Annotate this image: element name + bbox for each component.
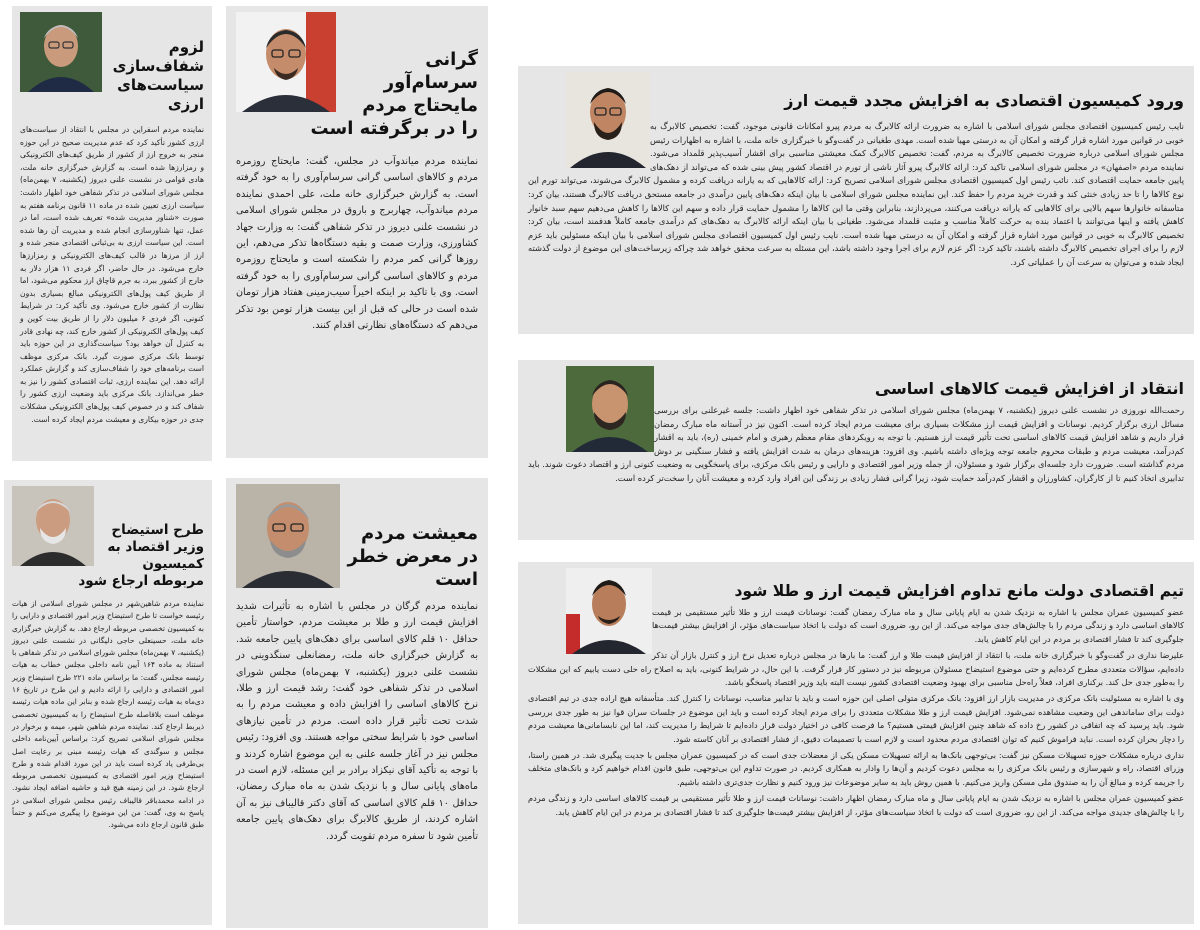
headline: لزوم شفاف‌سازی سیاست‌های ارزی [112, 38, 204, 113]
author-photo [236, 12, 336, 112]
headline: معیشت مردم در معرض خطر است [347, 523, 478, 590]
author-photo [12, 486, 94, 566]
article-paragraph: نماینده مردم میاندوآب در مجلس، گفت: مایحتاج روزمره مردم و کالاهای اساسی گرانی سرسام‌آوری را به خود گرفته است. به گزارش خبرگزاری خانه ملت، علی احمدی نماینده مردم میاندوآب، چهاربرج و باروق در مجلس شورای اسلامی در نشست علنی دیروز در تذکر شفاهی گفت: به وزارت جهاد کشاورزی، وزارت صمت و بقیه دستگاه‌ها تذکر می‌دهم، این روزها گرانی کمر مردم را شکسته است و مایحتاج روزمره مردم و کالاهای اساسی گرانی سرسام‌آوری را به خود گرفته است. وی با تاکید بر اینکه اخیراً سیب‌زمینی هفتاد هزار تومان شده است در حالی که قبل از این بیست هزار تومن بود تذکر می‌دهم که دستگاه‌های نظارتی اقدام کنند. [236, 156, 478, 332]
author-photo [566, 568, 652, 654]
article-paragraph: عضو کمیسیون عمران مجلس با اشاره به نزدیک شدن به ایام پایانی سال و ماه مبارک رمضان اظهار داشت: نوسانات قیمت ارز و طلا تأثیر مستقیمی بر قیمت کالاهای اساسی دارد و زندگی مردم را با چالش‌های جدیدی مواجه می‌کند. از این رو، ضروری است که دولت با اتخاذ سیاست‌های مؤثر، از افزایش بیشتر قیمت‌ها جلوگیری کند تا فشار اقتصادی بر مردم در این ایام کاهش یابد. [528, 793, 1184, 817]
article-paragraph: نماینده مردم شاهین‌شهر در مجلس شورای اسلامی از هیات رئیسه خواست تا طرح استیضاح وزیر امور اقتصادی و دارایی را به کمیسیون تخصصی مربوطه ارجاع دهد. به گزارش خبرگزاری خانه ملت، حسینعلی حاجی دلیگانی در نشست علنی دیروز (یکشنبه، ۷ بهمن‌ماه) مجلس شورای اسلامی در تذکر شفاهی با استناد به ماده ۱۶۴ آیین نامه داخلی مجلس خطاب به هیات رئیسه مجلس، گفت: ما براساس ماده ۲۲۱ طرح استیضاح وزیر امور اقتصادی و دارایی را ارائه دادیم و این طرح در تاریخ ۱۶ دی‌ماه به هیات رئیسه ارجاع شده و بنابر این ماده هیات رئیسه موظف است بلافاصله طرح استیضاح را به کمیسیون تخصصی ذیربط ارجاع کند. نماینده مردم شاهین شهر، میمه و برخوار در مجلس شورای اسلامی تصریح کرد: براساس آیین‌نامه داخلی مجلس و سوگندی که هیات رئیسه مبنی بر رعایت اصل بی‌طرفی یاد کرده است باید در این مورد اقدام شده و طرح استیضاح وزیر امور اقتصادی به کمیسیون تخصصی مربوطه ارجاع شود. در این زمینه هیچ قید و حاشیه اضافه ایجاد نشود. در ادامه محمدباقر قالیباف رئیس مجلس شورای اسلامی در پاسخ به وی، گفت: من این موضوع را پیگیری می‌کنم و حتماً طبق قانون ارجاع داده می‌شود. [12, 599, 205, 830]
portrait-icon [12, 486, 94, 566]
article-card-livelihood-risk [226, 478, 488, 928]
portrait-icon [566, 366, 654, 452]
article-body [12, 598, 204, 832]
article-paragraph: رحمت‌الله نوروزی در نشست علنی دیروز (یکشنبه، ۷ بهمن‌ماه) مجلس شورای اسلامی در تذکر شفاهی خود اظهار داشت: جلسه غیرعلنی برای بررسی مسائل ارزی برگزار کردیم. نوسانات و افزایش قیمت ارز مشکلات بسیاری برای معیشت مردم ایجاد کرده است. اکنون نیز در آستانه ماه مبارک رمضان قرار داریم و شاهد افزایش قیمت کالاهای اساسی تحت تأثیر قیمت ارز هستیم. با توجه به رویکردهای مقام معظم رهبری و امام خمینی (ره)، باید به اقشار کم‌درآمد، معیشت مردم و طبقات محروم جامعه توجه ویژه‌ای داشته باشیم. وی افزود: هزینه‌های درمان به شدت افزایش یافته و فشار سنگینی بر دوش مردم گذاشته است. ضرورت دارد جلسه‌ای برگزار شود و مسئولان، از جمله وزیر امور اقتصادی و دارایی و رئیس بانک مرکزی، برای پاسخگویی به وضعیت کنونی ارز و اقتصاد دعوت شوند. باید تدابیری اتخاذ کنیم تا از کارگران، کشاورزان و اقشار کم‌درآمد حمایت شود، زیرا گرانی فشار زیادی بر زندگی این افراد وارد کرده و معیشت آنان را سخت‌تر کرده است. [528, 405, 1184, 483]
article-card-basic-goods [518, 360, 1194, 540]
author-photo [20, 12, 102, 92]
headline: ورود کمیسیون اقتصادی به افزایش مجدد قیمت ارز [784, 91, 1184, 110]
article-paragraph: نداری درباره مشکلات حوزه تسهیلات مسکن نیز گفت: بی‌توجهی بانک‌ها به ارائه تسهیلات مسکن یکی از معضلات جدی است که در کمیسیون عمران مجلس با جدیت پیگیری شد. در همین راستا، وزرای اقتصاد، راه و شهرسازی و رئیس بانک مرکزی را به مجلس دعوت کردیم و آن‌ها را وادار به همکاری کردیم. در صورت تداوم این بی‌توجهی، طبق قانون اقدام خواهیم کرد و بانک‌های متخلف را جریمه کرده و مبالغ آن را به صندوق ملی مسکن واریز می‌کنیم. با همین روش باید به سایر موضوعات نیز ورود کنیم و نظارت جدی‌تری داشته باشیم. [528, 750, 1184, 787]
article-body [20, 124, 204, 426]
headline: گرانی سرسام‌آور مایحتاج مردم را در برگرفته است [310, 49, 478, 139]
portrait-icon [20, 12, 102, 92]
article-card-impeachment [4, 480, 212, 925]
article-body [236, 154, 478, 334]
article-paragraph: وی با اشاره به مسئولیت بانک مرکزی در مدیریت بازار ارز افزود: بانک مرکزی متولی اصلی این حوزه است و باید با تدابیر مناسب، نوسانات را کنترل کند. متأسفانه هیچ اراده جدی در تیم اقتصادی دولت برای ساماندهی این وضعیت مشاهده نمی‌شود. افزایش قیمت ارز و طلا مشکلات متعددی را برای مردم ایجاد کرده است و باید این موضوع در جلسات سران قوا نیز به طور جدی بررسی شود. باید پرسید که چه اتفاقی در کشور رخ داده که شاهد چنین افزایش قیمتی هستیم؟ ما فرصت کافی در اختیار دولت قرار داده‌ایم تا شرایط را مدیریت کند، اما این نابسامانی‌ها معیشت مردم را دچار بحران کرده است. نباید فراموش کنیم که توان اقتصادی مردم محدود است و لازم است با تصمیمات دقیق، از فشار اقتصادی بر آنان کاسته شود. [528, 693, 1184, 744]
headline: انتقاد از افزایش قیمت کالاهای اساسی [874, 379, 1184, 398]
headline: طرح استیضاح وزیر اقتصاد به کمیسیون مربوطه ارجاع شود [78, 522, 204, 589]
article-card-currency-transparency [12, 6, 212, 461]
article-paragraph: نماینده مردم اسفراین در مجلس با انتقاد از سیاست‌های ارزی کشور تأکید کرد که عدم مدیریت صحیح در این حوزه منجر به خروج ارز از کشور از طریق کیف‌های الکترونیکی و رمزارزها شده است. به گزارش خبرگزاری خانه ملت، هادی قوامی در نشست علنی دیروز (یکشنبه، ۷ بهمن‌ماه) مجلس شورای اسلامی در تذکر شفاهی خود اظهار داشت: سیاست ارزی تعیین شده در ماده ۱۱ قانون برنامه هفتم به صورت «شناور مدیریت شده» تعریف شده است، اما در عمل، تنها شناورسازی انجام شده و مدیریت آن رها شده است. این سیاست ارزی به بی‌ثباتی اقتصادی منجر شده و ارز از مرزها در قالب کیف‌های الکترونیکی و رمزارزها خارج می‌شود. در حال حاضر، اگر فردی ۱۱ هزار دلار به خارج از کشور ببرد، به جرم قاچاق ارز محکوم می‌شود، اما از طریق کیف پول‌های الکترونیکی مبالغ بسیاری بدون نظارت از کشور خارج می‌شود. وی تأکید کرد: در شرایط کنونی، اگر فردی ۶ میلیون دلار را از طریق بیت کوین و کیف پول‌های الکترونیکی از کشور خارج کند، چه نهادی قادر به کنترل آن خواهد بود؟ سیاست‌گذاری در این حوزه باید توسط بانک مرکزی صورت گیرد. بانک مرکزی موظف است برنامه‌های خود را شفاف‌سازی کند و گزارش عملکرد ارائه دهد. این نماینده ارزی، ثبات اقتصادی کشور را نیز به خطر می‌اندازد. بانک مرکزی باید وضعیت ارزی کشور را شفاف کند و در خصوص کیف پول‌های الکترونیکی مشکلات جدی در حوزه بیکاری و معیشت مردم ایجاد کرده است. [20, 125, 204, 424]
author-photo [236, 484, 340, 588]
portrait-icon [566, 72, 650, 168]
author-photo [566, 366, 654, 452]
article-card-price-surge [226, 6, 488, 458]
portrait-icon [236, 12, 336, 112]
author-photo [566, 72, 650, 168]
article-paragraph: نایب رئیس کمیسیون اقتصادی مجلس شورای اسلامی با اشاره به ضرورت ارائه کالابرگ به مردم پیرو امکانات قانونی موجود، گفت: تخصیص کالابرگ به خوبی در قوانین مورد اشاره قرار گرفته و امکان آن به درستی مهیا شده است. مهدی طغیانی در گفت‌وگو با خبرگزاری خانه ملت، با اشاره به اظهارات رئیس مجلس شورای اسلامی درباره ضرورت تخصیص کالابرگ به مردم، گفت: تخصیص کالابرگ کمک معیشتی مناسبی برای اقشار آسیب‌پذیر قلمداد می‌شود. نماینده مردم «اصفهان» در مجلس شورای اسلامی تاکید کرد: ارائه کالابرگ پیرو آثار ناشی از تورم در اقتصاد کشور پیش بینی شده که می‌تواند از دهک‌های پایین جامعه حمایت اقتصادی کند. نائب رئیس اول کمیسیون اقتصادی مجلس شورای اسلامی تصریح کرد: ارائه کالاهایی که به یارانه دریافت کرده و مشمول کالابرگ می‌شوند، می‌تواند تورم این نوع کالاها را تا حد زیادی خنثی کند و قدرت خرید مردم را حفظ کند. این نماینده مجلس شورای اسلامی با بیان اینکه دهک‌های پایین درآمدی در جامعه مستحق دریافت کالابرگ هستند، بیان کرد: متاسفانه خانوارها سهم بالایی برای کالاهایی که یارانه دریافت می‌کنند، می‌پردازند، بنابراین وقتی ما این کالاها را مشمول حمایت قرار داده و سهم این کالاها را کاهش می‌دهیم سهم سبد خانوار کاهش یافته و اینها می‌توانند با اعتماد بنده به حرکت کاملاً مناسب و مثبت قلمداد می‌شود. طغیانی با بیان اینکه ارائه کالابرگ به دهک‌های کم درآمدی جامعه کاملاً هدفمند است، بیان کرد: تخصیص کالابرگ به خوبی در قوانین مورد اشاره قرار گرفته و امکان آن به درستی مهیا شده است. نایب رئیس اول کمیسیون اقتصادی مجلس شورای اسلامی با بیان اینکه مسئولین باید عزم لازم را برای اجرای تخصیص کالابرگ داشته باشند، تاکید کرد: اگر عزم لازم برای اجرا وجود داشته باشد، این مسئله به سرعت محقق خواهد شد چراکه زیرساخت‌های این موضوع از دولت گذشته ایجاد شده و می‌توان به سرعت آن را عملیاتی کرد. [528, 121, 1184, 267]
article-paragraph: عضو کمیسیون عمران مجلس با اشاره به نزدیک شدن به ایام پایانی سال و ماه مبارک رمضان گفت: نوسانات قیمت ارز و طلا تأثیر مستقیمی بر قیمت کالاهای اساسی دارد و زندگی مردم را با چالش‌های جدی مواجه می‌کند. از این رو، ضروری است که دولت با اتخاذ سیاست‌های مؤثر، از افزایش بیشتر قیمت‌ها جلوگیری کند تا فشار اقتصادی بر مردم در این ایام کاهش یابد. [652, 607, 1184, 644]
portrait-icon [566, 568, 652, 654]
article-body [236, 599, 478, 845]
article-paragraph: علیرضا نداری در گفت‌وگو با خبرگزاری خانه ملت، با انتقاد از افزایش قیمت طلا و ارز گفت: ما بارها در مجلس درباره تعدیل نرخ ارز و کنترل بازار آن تذکر داده‌ایم، سؤالات متعددی مطرح کرده‌ایم و حتی موضوع استیضاح مسئولان مربوطه نیز در دستور کار قرار گرفت. با این حال، در شرایط کنونی، باید به اصلاح راه حلی دست یابیم که این مشکلات را به‌طور جدی حل کند. برکناری افراد، فعلاً راه‌حل مناسبی برای بهبود وضعیت اقتصادی کشور نیست البته باید وزیر اقتصاد پاسخگو باشد. [528, 650, 1184, 688]
article-card-currency-gold [518, 562, 1194, 924]
article-card-economic-commission [518, 66, 1194, 334]
portrait-icon [236, 484, 340, 588]
headline: تیم اقتصادی دولت مانع تداوم افزایش قیمت ارز و طلا شود [734, 582, 1184, 600]
article-paragraph: نماینده مردم گرگان در مجلس با اشاره به تأثیرات شدید افزایش قیمت ارز و طلا بر معیشت مردم، خواستار تأمین حداقل ۱۰ قلم کالای اساسی برای دهک‌های پایین جامعه شد. به گزارش خبرگزاری خانه ملت، رمضانعلی سنگدوینی در نشست علنی دیروز (یکشنبه، ۷ بهمن‌ماه) مجلس شورای اسلامی در تذکر شفاهی خود گفت: رشد قیمت ارز و طلا، نرخ کالاهای اساسی را افزایش داده و معیشت مردم را به شدت تحت تأثیر قرار داده است. مردم در تأمین نیازهای اساسی خود با شرایط سختی مواجه هستند. وی افزود: رئیس مجلس نیز در آغاز جلسه علنی به این موضوع اشاره کردند و با توجه به تأکید آقای نیکزاد برادر بر این مسئله، لازم است در ماه‌های پایانی سال و با نزدیک شدن به ماه مبارک رمضان، حداقل ۱۰ قلم کالای اساسی که آقای دکتر قالیباف نیز به آن اشاره کردند، از طریق کالابرگ برای دهک‌های پایین جامعه تأمین شود تا سفره مردم تقویت گردد. [236, 601, 479, 842]
